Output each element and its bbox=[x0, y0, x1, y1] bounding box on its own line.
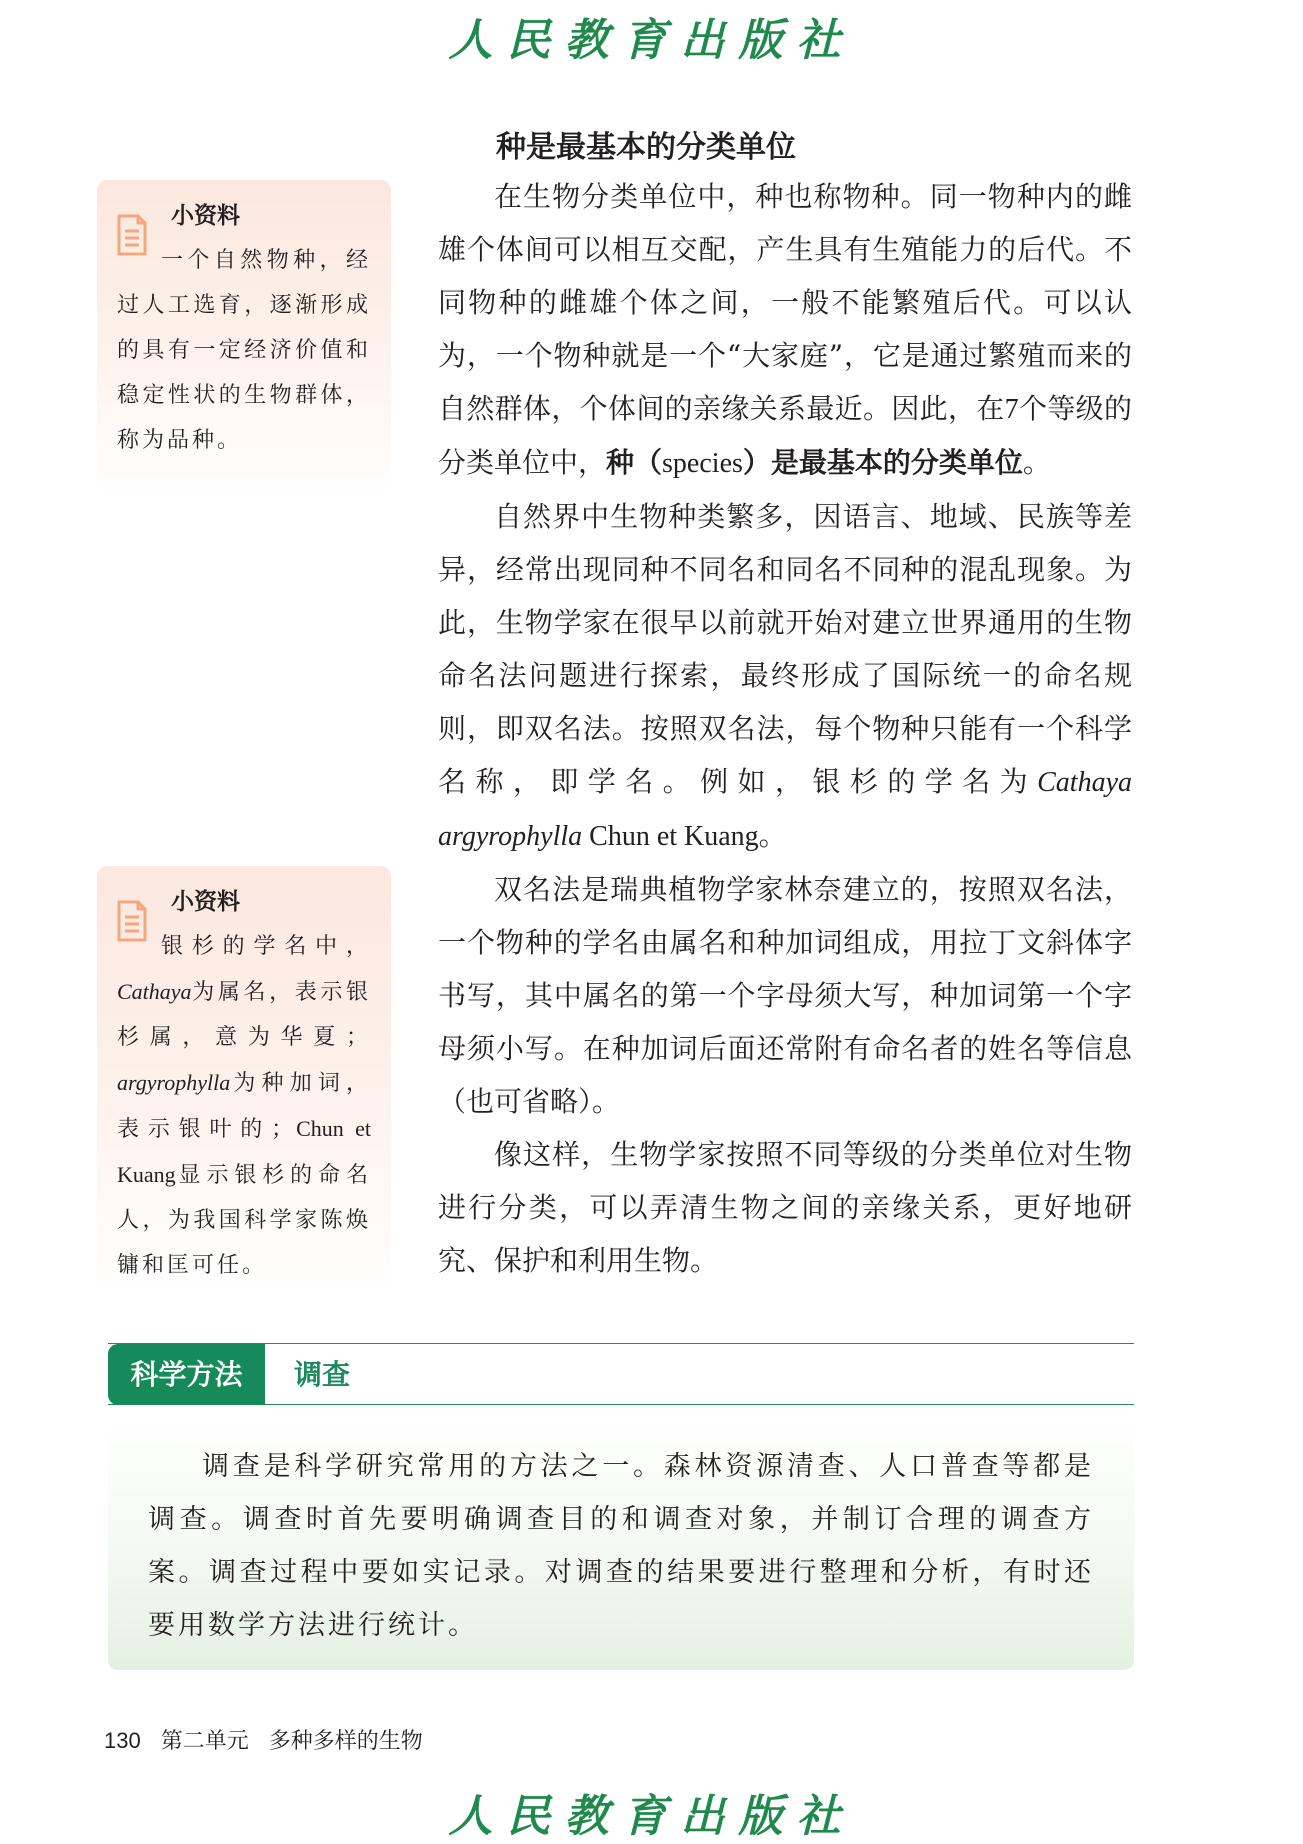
paragraph-binomial-intro bbox=[438, 490, 1132, 863]
text-span: 为种加词，表示银叶的； bbox=[117, 1071, 371, 1142]
bold-span: ）是最基本的分类单位 bbox=[742, 446, 1023, 479]
science-method-box bbox=[108, 1418, 1134, 1670]
latin-epithet: argyrophylla bbox=[117, 1070, 231, 1095]
sidebar-text bbox=[117, 924, 371, 1288]
publisher-logo-top: 人民教育出版社 bbox=[448, 15, 855, 66]
sidebar-title: 小资料 bbox=[171, 203, 240, 229]
main-text bbox=[438, 170, 1132, 1287]
document-icon bbox=[117, 900, 147, 942]
paragraph-linnaeus: 双名法是瑞典植物学家林奈建立的，按照双名法，一个物种的学名由属名和种加词组成，用拉丁文斜体字书写，其中属名的第一个字母须大写，种加词第一个字母须小写。在种加词后面还常附有命名者的姓名等信息（也可省略）。 bbox=[438, 873, 1132, 1118]
bold-span: 种（ bbox=[606, 446, 663, 479]
publisher-logo-bottom: 人民教育出版社 bbox=[448, 1791, 855, 1842]
science-method-text: 调查是科学研究常用的方法之一。森林资源清查、人口普查等都是调查。调查时首先要明确调查目的和调查对象，并制订合理的调查方案。调查过程中要如实记录。对调查的结果要进行整理和分析，有时还要用数学方法进行统计。 bbox=[148, 1451, 1094, 1641]
text-span: 显示银杉的命名人，为我国科学家陈焕镛和匡可任。 bbox=[117, 1163, 371, 1278]
page-number: 130 bbox=[104, 1728, 141, 1753]
text-span: 个等级的分类单位中， bbox=[438, 392, 1132, 479]
text-span: 自然界中生物种类繁多，因语言、地域、民族等差异，经常出现同种不同名和同名不同种的混乱现象。为此，生物学家在很早以前就开始对建立世界通用的生物命名法问题进行探索，最终形成了国际统一的命名规则，即双名法。按照双名法，每个物种只能有一个科学名称，即学名。例如，银杉的学名为 bbox=[438, 500, 1132, 798]
sidebar-box-cathaya bbox=[97, 866, 391, 1291]
science-method-tag: 科学方法 bbox=[108, 1344, 265, 1405]
latin-author: Chun et Kuang bbox=[117, 1116, 371, 1187]
paragraph-species-definition bbox=[438, 170, 1132, 490]
sidebar-title: 小资料 bbox=[171, 889, 240, 915]
page-footer bbox=[104, 1724, 423, 1755]
latin-term: species bbox=[662, 448, 743, 479]
latin-italic-name: Cathaya argyrophylla bbox=[438, 767, 1132, 852]
text-span: 为属名，表示银杉属，意为华夏； bbox=[117, 980, 371, 1050]
text-span: 。 bbox=[1022, 446, 1051, 479]
paragraph-summary: 像这样，生物学家按照不同等级的分类单位对生物进行分类，可以弄清生物之间的亲缘关系，更好地研究、保护和利用生物。 bbox=[438, 1138, 1132, 1277]
latin-author-name: Chun et Kuang bbox=[582, 821, 759, 852]
unit-title: 多种多样的生物 bbox=[268, 1729, 423, 1754]
science-method-name: 调查 bbox=[294, 1358, 351, 1391]
sidebar-box-variety bbox=[97, 180, 391, 495]
unit-label: 第二单元 bbox=[160, 1729, 249, 1754]
text-span: 银杉的学名中， bbox=[161, 934, 371, 959]
number-span: 7 bbox=[1004, 394, 1019, 425]
science-method-header bbox=[108, 1343, 1134, 1405]
document-icon bbox=[117, 214, 147, 256]
text-span: 在生物分类单位中，种也称物种。同一物种内的雌雄个体间可以相互交配，产生具有生殖能力的后代。不同物种的雌雄个体之间，一般不能繁殖后代。可以认为，一个物种就是一个“大家庭”，它是通过繁殖而来的自然群体，个体间的亲缘关系最近。因此，在 bbox=[438, 180, 1132, 425]
text-span: 。 bbox=[758, 819, 787, 852]
section-title: 种是最基本的分类单位 bbox=[496, 130, 796, 165]
latin-genus: Cathaya bbox=[117, 979, 192, 1004]
sidebar-text: 一个自然物种，经过人工选育，逐渐形成的具有一定经济价值和稳定性状的生物群体，称为品种。 bbox=[117, 248, 371, 453]
